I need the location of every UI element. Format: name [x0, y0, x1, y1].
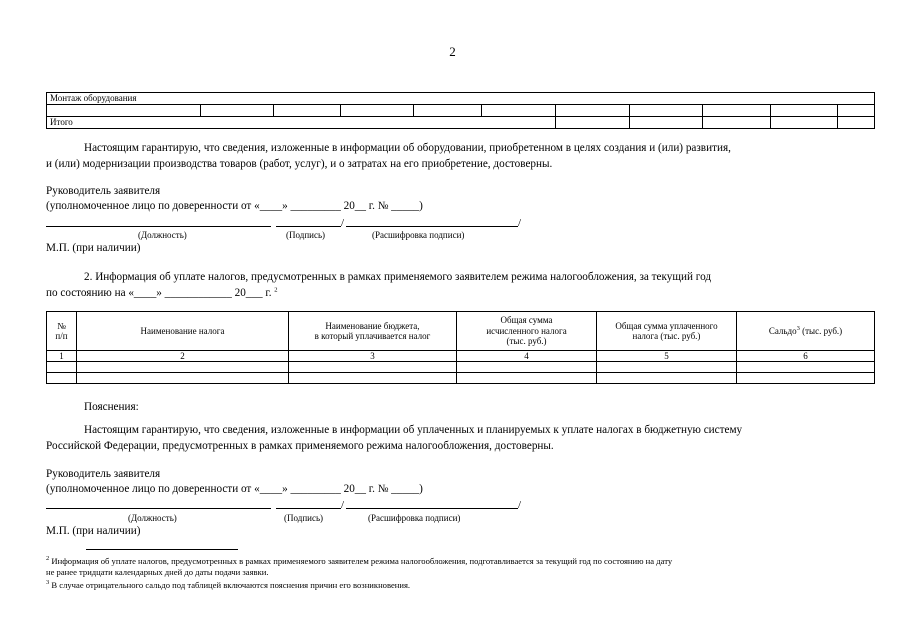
- section2-text: 2. Информация об уплате налогов, предусмотренных в рамках применяемого заявителем режима налогообложения, за текущий год по состоянию на «____» ____________ 20___ г. $^2$: [46, 271, 712, 299]
- header-tax-name: Наименование налога: [77, 312, 289, 351]
- proxy-text-1: (уполномоченное лицо по доверенности от «____» _________ 20__ г. № _____): [46, 200, 423, 212]
- equipment-row-total: [47, 117, 875, 129]
- page-number: 2: [449, 44, 456, 59]
- equipment-table: [46, 92, 875, 129]
- header-number: № п/п: [47, 312, 77, 351]
- col-number-4: 4: [457, 351, 597, 362]
- header-paid-total: Общая сумма уплаченного налога (тыс. руб.): [597, 312, 737, 351]
- installation-label: Монтаж оборудования: [47, 93, 875, 105]
- signature-line: [276, 508, 341, 509]
- position-line: [46, 508, 271, 509]
- footnote-2: $^2$ Информация об уплате налогов, предусмотренных в рамках применяемого заявителем режима налогообложения, подготавливается за текущий год по состоянию на дату не ранее тридцати календарных дней до даты подачи заявки.: [46, 555, 673, 577]
- signature-line: [276, 226, 341, 227]
- header-budget-name: Наименование бюджета, в который уплачивается налог: [289, 312, 457, 351]
- position-line: [46, 226, 271, 227]
- signature-lines-1: / /: [46, 215, 526, 227]
- col-number-6: 6: [737, 351, 875, 362]
- caption-position-2: (Должность): [128, 513, 177, 523]
- caption-position-1: (Должность): [138, 230, 187, 240]
- guarantee-taxes-text: Настоящим гарантирую, что сведения, изложенные в информации об уплаченных и планируемых к уплате налогах в бюджетную систему Российской Федерации, предусмотренных в рамках применяемого режима налогообложения, достоверны.: [46, 424, 743, 452]
- col-number-1: 1: [47, 351, 77, 362]
- col-number-3: 3: [289, 351, 457, 362]
- caption-signature-1: (Подпись): [286, 230, 326, 240]
- footnote-mark-2: 2: [274, 285, 278, 293]
- guarantee-equipment-text: Настоящим гарантирую, что сведения, изложенные в информации об оборудовании, приобретенном в целях создания и (или) развития, и (или) модернизации производства товаров (работ, услуг), и о затратах на его приобретение, достоверны.: [46, 142, 731, 170]
- header-balance: Сальдо$^3$ (тыс. руб.): [737, 312, 875, 351]
- signature-lines-2: / /: [46, 497, 526, 509]
- equipment-row-empty: [47, 105, 875, 117]
- head-label-1: Руководитель заявителя: [46, 185, 161, 197]
- header-calculated-total: Общая сумма исчисленного налога (тыс. руб.): [457, 312, 597, 351]
- caption-signature-2: (Подпись): [284, 513, 324, 523]
- equipment-row-installation: [47, 93, 875, 105]
- total-label: Итого: [47, 117, 556, 129]
- col-number-2: 2: [77, 351, 289, 362]
- col-number-5: 5: [597, 351, 737, 362]
- stamp-text-1: М.П. (при наличии): [46, 242, 141, 254]
- caption-decoding-1: (Расшифровка подписи): [372, 230, 465, 240]
- explanations-label: Пояснения:: [84, 401, 139, 413]
- table-row: [47, 373, 875, 384]
- decoding-line: [346, 226, 518, 227]
- proxy-text-2: (уполномоченное лицо по доверенности от «____» _________ 20__ г. № _____): [46, 483, 423, 495]
- caption-decoding-2: (Расшифровка подписи): [368, 513, 461, 523]
- footnote-divider: [86, 549, 238, 550]
- decoding-line: [346, 508, 518, 509]
- stamp-text-2: М.П. (при наличии): [46, 525, 141, 537]
- tax-table-numbers-row: [47, 351, 875, 362]
- tax-table-header: [47, 312, 875, 351]
- footnote-3: $^3$ В случае отрицательного сальдо под таблицей включаются пояснения причин его возникновения.: [46, 579, 411, 590]
- head-label-2: Руководитель заявителя: [46, 468, 161, 480]
- tax-table: [46, 311, 875, 384]
- table-row: [47, 362, 875, 373]
